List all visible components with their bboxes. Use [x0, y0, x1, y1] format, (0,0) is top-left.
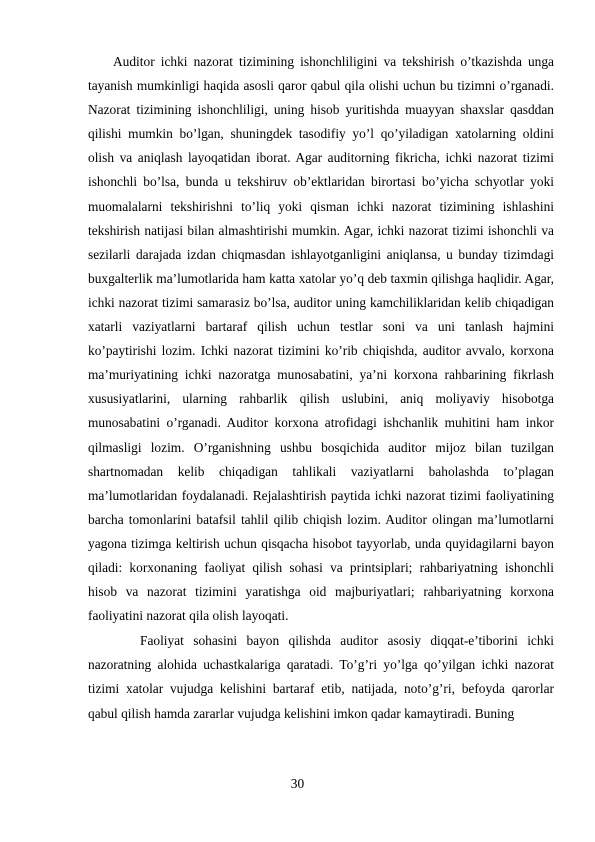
paragraph-scope-of-activity: Faoliyat sohasini bayon qilishda auditor asosiy diqqat-e’tiborini ichki nazoratning alohida uchastkalariga qaratadi. To’g’ri yo’lga qo’yilgan ichki nazorat tizimi xatolar vujudga kelishini bartaraf etib, natijada, noto’g’ri, befoyda qarorlar qabul qilish hamda zararlar vujudga kelishini imkon qadar kamaytiradi. Buning [88, 633, 554, 721]
paragraph-internal-control-reliability: Auditor ichki nazorat tizimining ishonchliligini va tekshirish o’tkazishda unga tayanish mumkinligi haqida asosli qaror qabul qila olishi uchun bu tizimni o’rganadi. Nazorat tizimining ishonchliligi, uning hisob yuritishda muayyan shaxslar qasddan qilishi mumkin bo’lgan, shuningdek tasodifiy yo’l qo’yiladigan xatolarning oldini olish va aniqlash layoqatidan iborat. Agar auditorning fikricha, ichki nazorat tizimi ishonchli bo’lsa, bunda u tekshiruv ob’ektlaridan birortasi bo’yicha schyotlar yoki muomalalarni tekshirishni to’liq yoki qisman ichki nazorat tizimining ishlashini tekshirish natijasi bilan almashtirishi mumkin. Agar, ichki nazorat tizimi ishonchli va sezilarli darajada izdan chiqmasdan ishlayotganligini aniqlansa, u bunday tizimdagi buxgalterlik ma’lumotlarida ham katta xatolar yo’q deb taxmin qilishga haqlidir. Agar, ichki nazorat tizimi samarasiz bo’lsa, auditor uning kamchiliklaridan kelib chiqadigan xatarli vaziyatlarni bartaraf qilish uchun testlar soni va uni tanlash hajmini ko’paytirishi lozim. Ichki nazorat tizimini ko’rib chiqishda, auditor avvalo, korxona ma’muriyatining ichki nazoratga munosabatini, ya’ni korxona rahbarining fikrlash xususiyatlarini, ularning rahbarlik qilish uslubini, aniq moliyaviy hisobotga munosabatini o’rganadi. Auditor korxona atrofidagi ishchanlik muhitini ham inkor qilmasligi lozim. O’rganishning ushbu bosqichida auditor mijoz bilan tuzilgan shartnomadan kelib chiqadigan tahlikali vaziyatlarni baholashda to’plagan ma’lumotlaridan foydalanadi. Rejalashtirish paytida ichki nazorat tizimi faoliyatining barcha tomonlarini batafsil tahlil qilib chiqish lozim. Auditor olingan ma’lumotlarni yagona tizimga keltirish uchun qisqacha hisobot tayyorlab, unda quyidagilarni bayon qiladi: korxonaning faoliyat qilish sohasi va printsiplari; rahbariyatning ishonchli hisob va nazorat tizimini yaratishga oid majburiyatlari; rahbariyatning korxona faoliyatini nazorat qila olish layoqati. [88, 54, 554, 624]
page-number: 30 [290, 776, 305, 791]
page-body [88, 50, 554, 726]
